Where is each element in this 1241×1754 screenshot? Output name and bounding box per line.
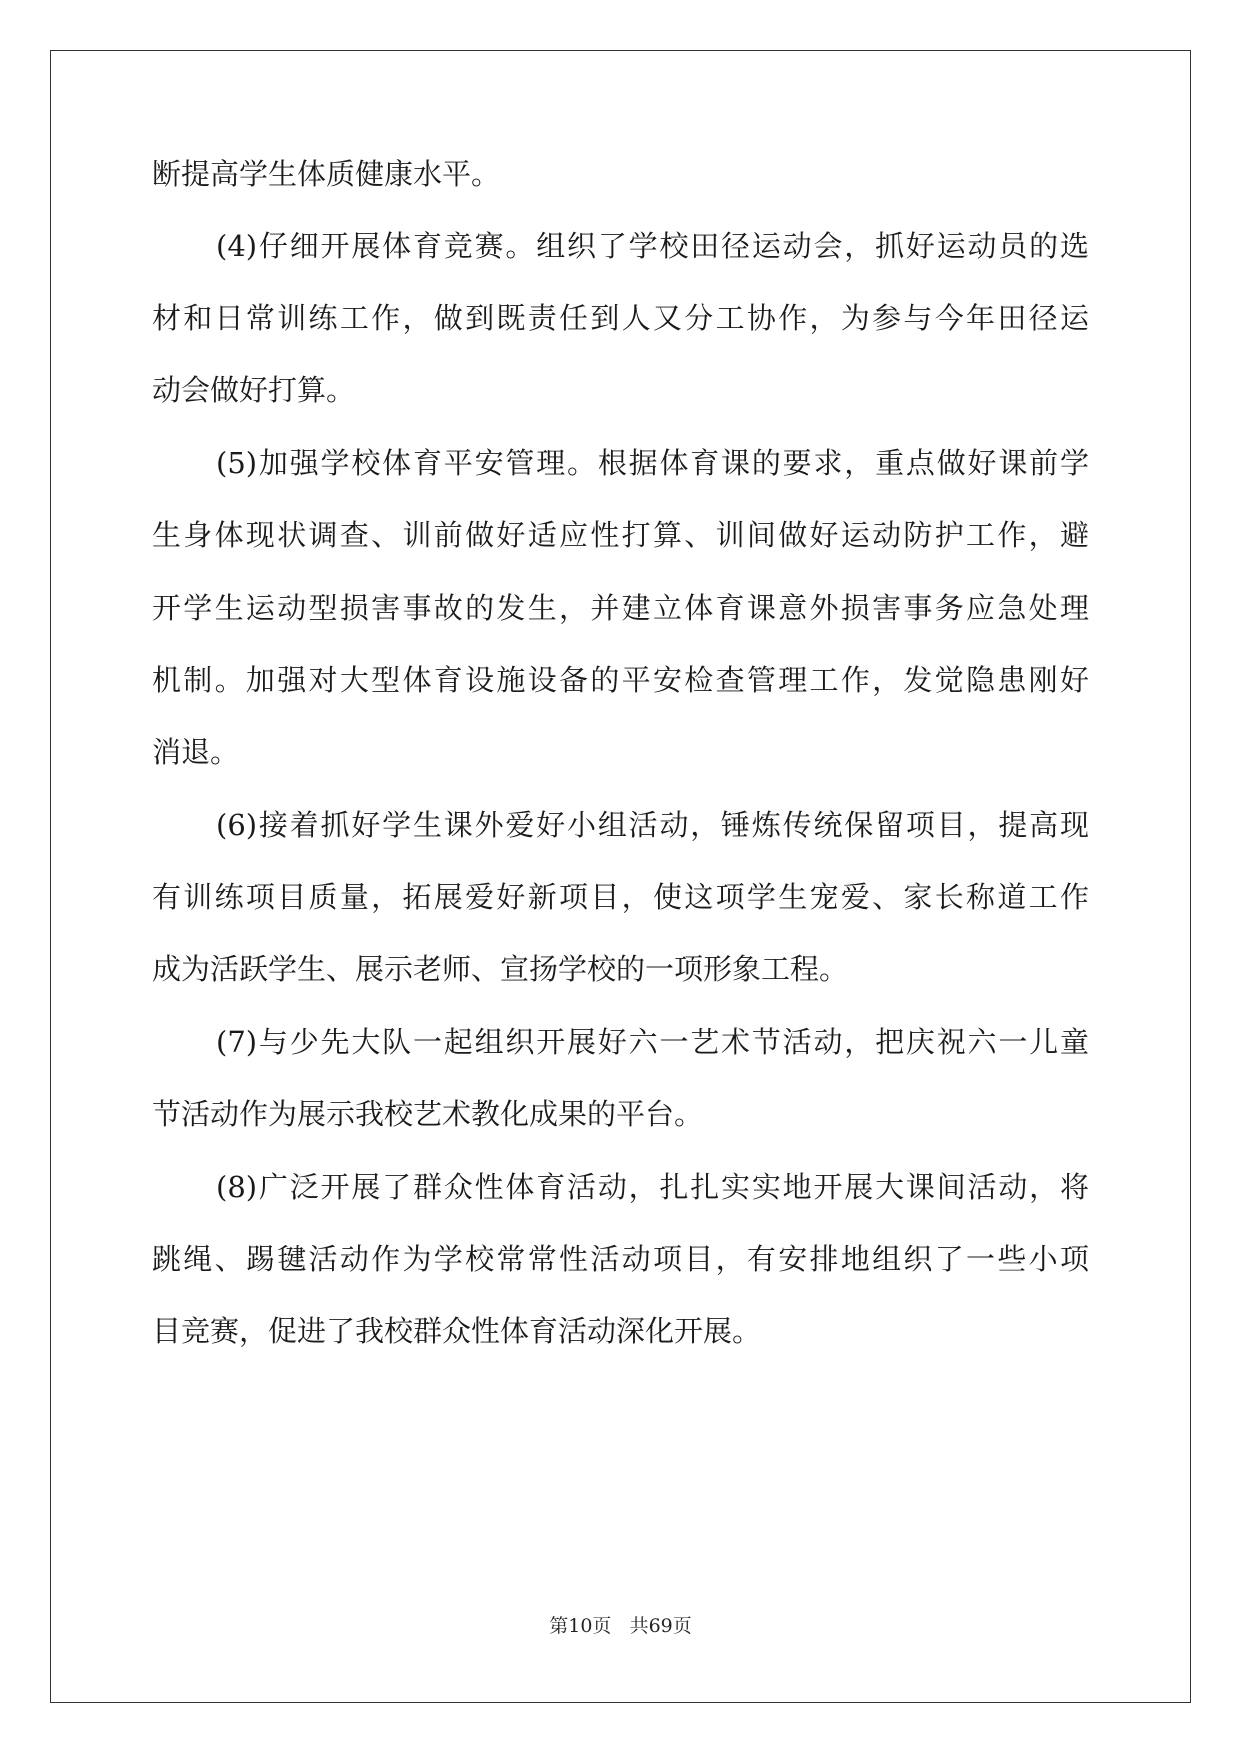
text-line: 目竞赛，促进了我校群众性体育活动深化开展。: [152, 1314, 762, 1348]
text-line: 机制。加强对大型体育设施设备的平安检查管理工作，发觉隐患刚好: [152, 663, 1089, 697]
page-footer: [0, 1614, 1241, 1638]
text-line: (6)接着抓好学生课外爱好小组活动，锤炼传统保留项目，提高现: [216, 808, 1089, 842]
text-line: (4)仔细开展体育竞赛。组织了学校田径运动会，抓好运动员的选: [216, 229, 1089, 263]
text-line: (7)与少先大队一起组织开展好六一艺术节活动，把庆祝六一儿童: [216, 1025, 1089, 1059]
text-line: 消退。: [152, 735, 240, 769]
text-line: (5)加强学校体育平安管理。根据体育课的要求，重点做好课前学: [216, 446, 1089, 480]
text-line: 材和日常训练工作，做到既责任到人又分工协作，为参与今年田径运: [152, 301, 1089, 335]
text-line: 动会做好打算。: [152, 373, 356, 407]
page-total: 共69页: [629, 1615, 692, 1637]
text-line: 断提高学生体质健康水平。: [152, 157, 501, 191]
text-line: 生身体现状调查、训前做好适应性打算、训间做好运动防护工作，避: [152, 518, 1089, 552]
text-line: 成为活跃学生、展示老师、宣扬学校的一项形象工程。: [152, 952, 849, 986]
text-line: (8)广泛开展了群众性体育活动，扎扎实实地开展大课间活动，将: [216, 1170, 1089, 1204]
text-line: 跳绳、踢毽活动作为学校常常性活动项目，有安排地组织了一些小项: [152, 1242, 1089, 1276]
text-line: 开学生运动型损害事故的发生，并建立体育课意外损害事务应急处理: [152, 591, 1089, 625]
page-number: 第10页: [549, 1615, 612, 1637]
text-line: 有训练项目质量，拓展爱好新项目，使这项学生宠爱、家长称道工作: [152, 880, 1089, 914]
text-line: 节活动作为展示我校艺术教化成果的平台。: [152, 1097, 704, 1131]
